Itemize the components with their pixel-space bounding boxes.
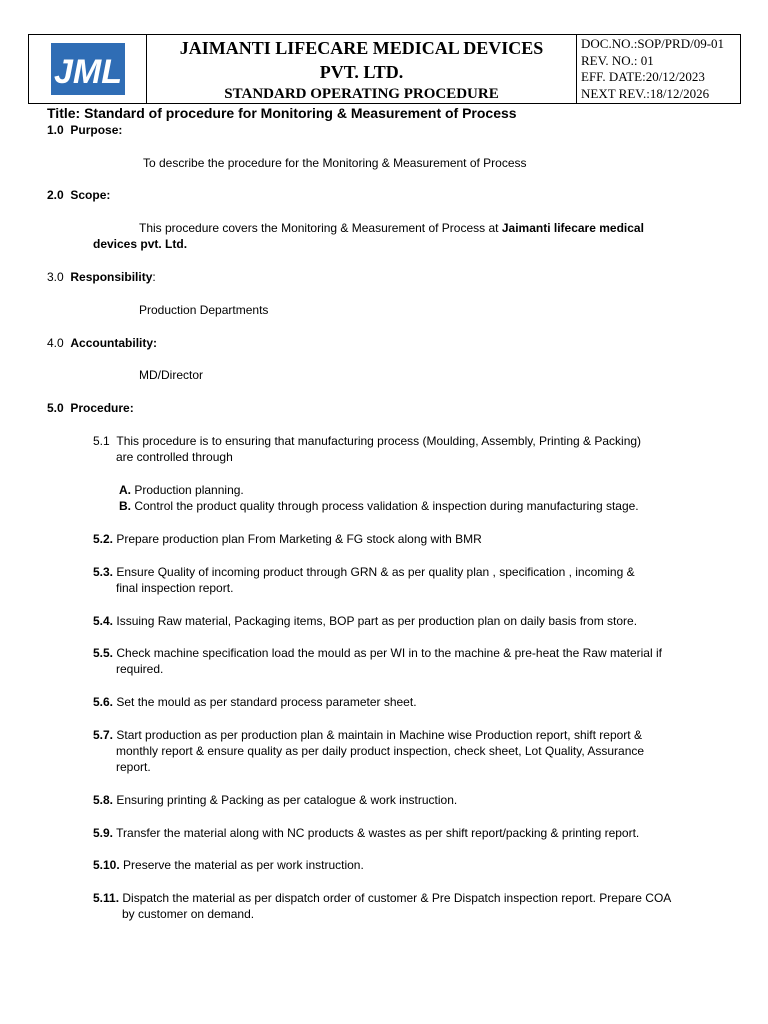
step-5-8: 5.8. Ensuring printing & Packing as per catalogue & work instruction. — [93, 793, 458, 807]
scope-heading: 2.0 Scope: — [47, 188, 111, 202]
responsibility-text: Production Departments — [139, 303, 269, 317]
revision-number: REV. NO.: 01 — [581, 52, 654, 68]
step-5-1-a: A. Production planning. — [119, 483, 244, 497]
procedure-heading: 5.0 Procedure: — [47, 401, 134, 415]
accountability-heading: 4.0 Accountability: — [47, 336, 158, 350]
step-5-10: 5.10. Preserve the material as per work instruction. — [93, 858, 364, 872]
company-name-line2: PVT. LTD. — [319, 62, 404, 82]
step-5-1: 5.1 This procedure is to ensuring that manufacturing process (Moulding, Assembly, Printing & Packing) — [93, 434, 642, 448]
step-5-7-cont: monthly report & ensure quality as per daily product inspection, check sheet, Lot Quality, Assurance — [116, 744, 645, 758]
step-5-2: 5.2. Prepare production plan From Marketing & FG stock along with BMR — [93, 532, 482, 546]
document-type: STANDARD OPERATING PROCEDURE — [224, 86, 499, 102]
logo-cell — [29, 35, 147, 103]
step-5-7: 5.7. Start production as per production plan & maintain in Machine wise Production report, shift report & — [93, 728, 642, 742]
step-5-5-cont: required. — [116, 662, 164, 676]
purpose-text: To describe the procedure for the Monitoring & Measurement of Process — [143, 156, 527, 170]
logo-text: JML — [53, 53, 122, 91]
step-5-11-cont: by customer on demand. — [122, 907, 255, 921]
scope-text-cont: devices pvt. Ltd. — [93, 237, 188, 251]
step-5-7-cont2: report. — [116, 760, 151, 774]
step-5-3: 5.3. Ensure Quality of incoming product through GRN & as per quality plan , specification , incoming & — [93, 565, 635, 579]
scope-text: This procedure covers the Monitoring & Measurement of Process at Jaimanti lifecare medical — [139, 221, 644, 235]
step-5-1-cont: are controlled through — [116, 450, 233, 464]
company-logo — [51, 43, 125, 95]
doc-number: DOC.NO.:SOP/PRD/09-01 — [581, 36, 725, 51]
document-title: Title: Standard of procedure for Monitoring & Measurement of Process — [47, 105, 517, 121]
step-5-9: 5.9. Transfer the material along with NC products & wastes as per shift report/packing & printing report. — [93, 826, 640, 840]
company-name-line1: JAIMANTI LIFECARE MEDICAL DEVICES — [179, 38, 544, 58]
responsibility-heading: 3.0 Responsibility: — [47, 270, 156, 284]
next-revision-date: NEXT REV.:18/12/2026 — [581, 85, 710, 101]
document-control-cell — [577, 35, 740, 103]
purpose-heading: 1.0 Purpose: — [47, 123, 123, 137]
accountability-text: MD/Director — [139, 368, 204, 382]
step-5-6: 5.6. Set the mould as per standard process parameter sheet. — [93, 695, 417, 709]
step-5-1-b: B. Control the product quality through process validation & inspection during manufacturing stage. — [119, 499, 639, 513]
step-5-5: 5.5. Check machine specification load the mould as per WI in to the machine & pre-heat the Raw material if — [93, 646, 662, 660]
step-5-4: 5.4. Issuing Raw material, Packaging items, BOP part as per production plan on daily basis from store. — [93, 614, 638, 628]
step-5-11: 5.11. Dispatch the material as per dispatch order of customer & Pre Dispatch inspection report. Prepare COA — [93, 891, 672, 905]
company-cell — [147, 35, 577, 103]
step-5-3-cont: final inspection report. — [116, 581, 234, 595]
document-header — [28, 34, 741, 104]
effective-date: EFF. DATE:20/12/2023 — [581, 69, 705, 84]
